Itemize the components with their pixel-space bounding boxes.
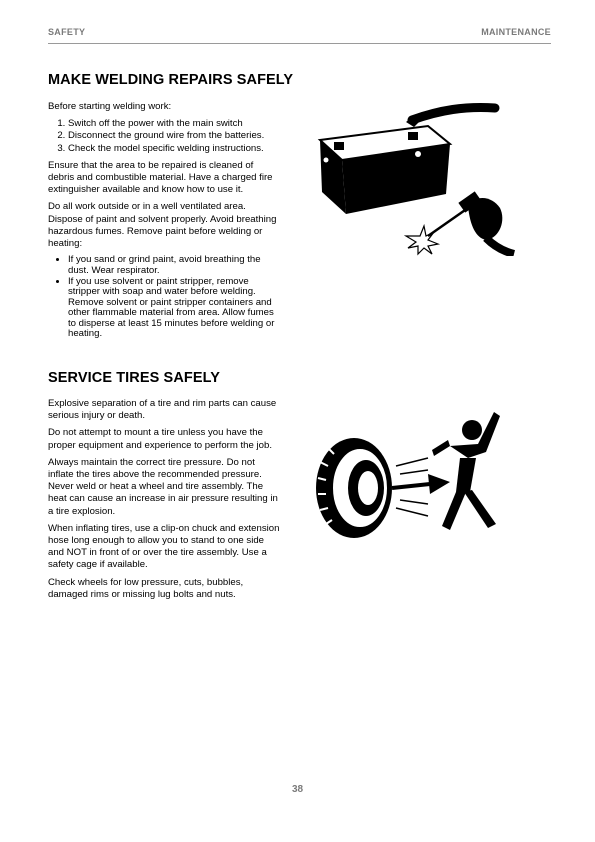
welding-step: 2. Disconnect the ground wire from the batteries. [68,130,280,142]
header-section-right: MAINTENANCE [481,27,551,37]
tires-section-body [48,398,280,606]
welding-paragraph: Ensure that the area to be repaired is cleaned of debris and combustible material. Have a charged fire extinguisher available and know how to use it. [48,159,273,196]
welding-section-body [48,101,280,340]
welding-paragraph: Do all work outside or in a well ventilated area. Dispose of paint and solvent properly. Avoid breathing hazardous fumes. Remove paint before welding or heating: [48,201,277,250]
tires-paragraph: Explosive separation of a tire and rim parts can cause serious injury or death. [48,398,277,422]
page-number: 38 [291,784,304,795]
welding-bullet-list [48,255,280,339]
welding-step: 1. Switch off the power with the main switch [68,118,280,130]
welding-section-title: MAKE WELDING REPAIRS SAFELY [48,72,294,88]
welding-bullet: • If you sand or grind paint, avoid breathing the dust. Wear respirator. [68,255,280,276]
tires-paragraph: When inflating tires, use a clip-on chuck and extension hose long enough to allow you to stand to one side and NOT in front of or over the tire assembly. Use a safety cage if available. [48,522,280,571]
header-divider [48,43,551,44]
welding-steps-list [48,118,280,155]
tires-paragraph: Check wheels for low pressure, cuts, bubbles, damaged rims or missing lug bolts and nuts. [48,576,244,600]
tires-paragraph: Do not attempt to mount a tire unless you have the proper equipment and experience to perform the job. [48,427,272,451]
header-section-left: SAFETY [48,27,86,37]
welding-step: 3. Check the model specific welding instructions. [68,143,280,155]
welding-intro: Before starting welding work: [48,101,172,112]
battery-welding-illustration [300,98,520,256]
tire-explosion-illustration [300,400,512,550]
welding-bullet: • If you use solvent or paint stripper, remove stripper with soap and water before welding. Remove solvent or paint stripper containers and other flammable material from area. Allow fumes to disperse at least 15 minutes before welding or heating. [68,277,280,339]
tires-paragraph: Always maintain the correct tire pressure. Do not inflate the tires above the recommended pressure. Never weld or heat a wheel and tire assembly. The heat can cause an increase in air pressure resulting in a tire explosion. [48,456,278,517]
tires-section-title: SERVICE TIRES SAFELY [48,370,221,386]
